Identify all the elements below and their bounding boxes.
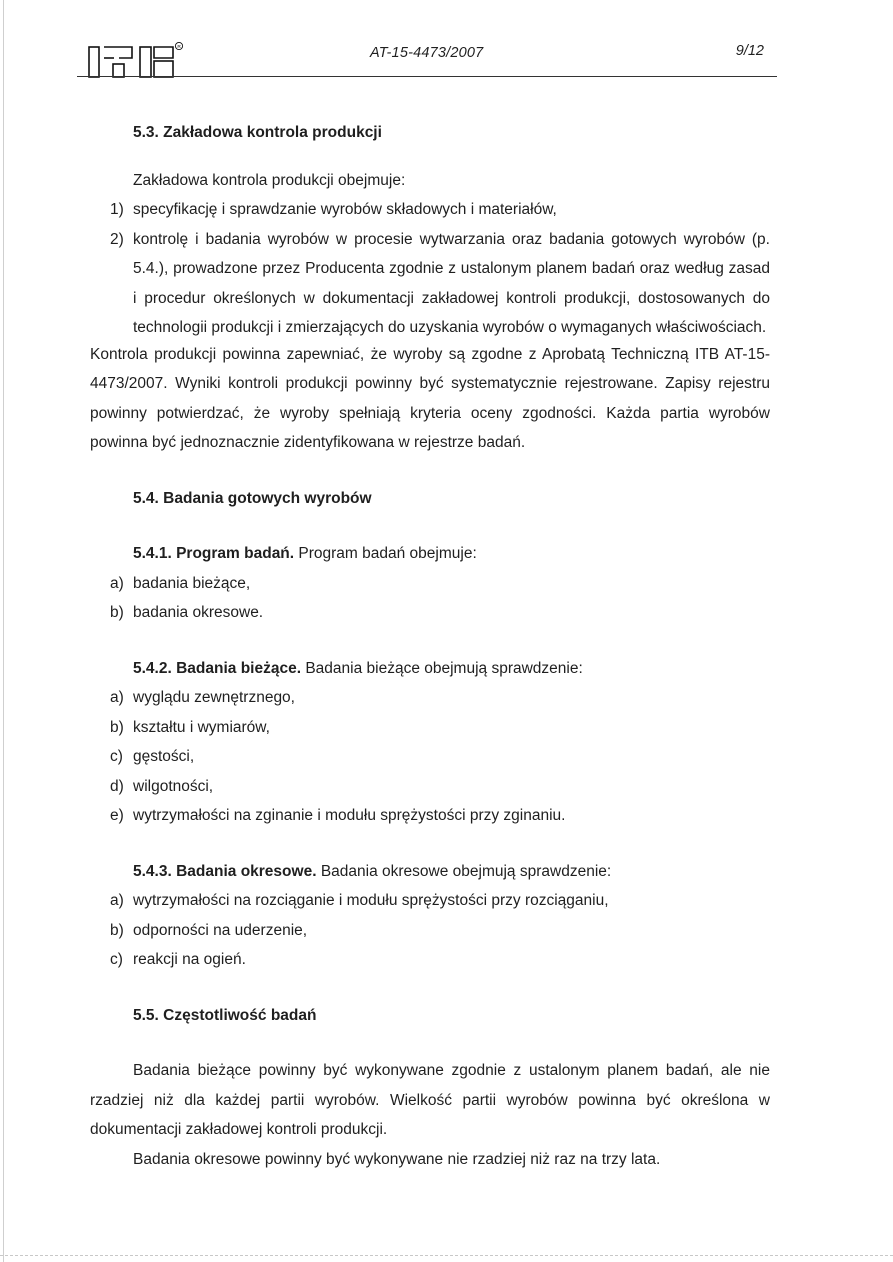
list-item [90,916,770,946]
list-item [90,683,770,713]
list-item-label: 1) [110,201,124,218]
list-item-label: b) [110,604,124,621]
list-item-text: specyfikację i sprawdzanie wyrobów składowych i materiałów, [133,201,557,218]
page-header [88,36,778,78]
list-item [90,886,770,916]
subsection-5-4-3 [90,857,770,887]
subsection-5-4-2 [90,654,770,684]
list-item-label: e) [110,807,124,824]
list-item-text: kontrolę i badania wyrobów w procesie wytwarzania oraz badania gotowych wyrobów (p. 5.4.), prowadzone przez Producenta zgodnie z ustalonym planem badań oraz według zasad i procedur określonych w dokumentacji zakładowej kontroli produkcji, dostosowanych do technologii produkcji i zmierzających do uzyskania wyrobów o wymaganych właściwościach. [133,230,770,336]
list-item-label: a) [110,689,124,706]
list-item [90,742,770,772]
list-item [90,772,770,802]
list-item-text: kształtu i wymiarów, [133,718,270,736]
list-item-label: 2) [110,230,124,248]
document-body [90,118,770,1174]
subsection-text: Badania bieżące obejmują sprawdzenie: [301,659,583,677]
list-item [90,713,770,743]
subsection-text: Program badań obejmuje: [294,545,477,562]
list-item-text: wilgotności, [133,777,214,795]
itb-logo-icon [88,40,188,78]
list-item-label: b) [110,718,124,736]
section-5-3-closing: Kontrola produkcji powinna zapewniać, że wyroby są zgodne z Aprobatą Techniczną ITB AT-15-4473/2007. Wyniki kontroli produkcji powinny być systematycznie rejestrowane. Zapisy rejestru powinny potwierdzać, że wyroby spełniają kryteria oceny zgodności. Każda partia wyrobów powinna być jednoznacznie zidentyfikowana w rejestrze badań. [90,345,770,451]
list-item-text: gęstości, [133,748,195,765]
list-item-label: b) [110,921,124,939]
list-item-text: reakcji na ogień. [133,951,246,968]
list-item-label: a) [110,892,124,909]
scan-bottom-edge [0,1255,893,1256]
section-5-3-heading: 5.3. Zakładowa kontrola produkcji [133,124,382,141]
list-item-text: wytrzymałości na rozciąganie i modułu sprężystości przy rozciąganiu, [133,892,609,909]
subsection-title: 5.4.3. Badania okresowe. [133,862,317,880]
list-item-label: c) [110,951,123,968]
list-item [90,225,770,343]
list-item-label: d) [110,777,124,795]
subsection-5-4-1 [90,539,770,569]
list-item-text: odporności na uderzenie, [133,921,308,939]
subsection-text: Badania okresowe obejmują sprawdzenie: [316,862,612,880]
list-item [90,945,770,975]
scan-edge [3,0,4,1262]
list-item-label: a) [110,574,124,592]
svg-text:R: R [177,45,181,50]
section-5-4-heading: 5.4. Badania gotowych wyrobów [133,489,372,507]
list-item-text: badania okresowe. [133,604,264,621]
section-5-5-paragraph-1: Badania bieżące powinny być wykonywane zgodnie z ustalonym planem badań, ale nie rzadziej niż dla każdej partii wyrobów. Wielkość partii wyrobów powinna być określona w dokumentacji zakładowej kontroli produkcji. [90,1062,770,1138]
list-item-label: c) [110,748,123,765]
list-item [90,569,770,599]
section-5-5-heading: 5.5. Częstotliwość badań [133,1006,317,1024]
list-item-text: badania bieżące, [133,574,251,592]
list-item-text: wyglądu zewnętrznego, [133,689,295,706]
list-item [90,801,770,831]
list-item-text: wytrzymałości na zginanie i modułu sprężystości przy zginaniu. [133,807,566,824]
subsection-title: 5.4.1. Program badań. [133,545,295,562]
list-item [90,195,770,225]
header-rule [77,76,777,77]
document-id: AT-15-4473/2007 [370,45,484,61]
page-number: 9/12 [735,43,764,59]
section-5-3-intro: Zakładowa kontrola produkcji obejmuje: [133,171,406,189]
subsection-title: 5.4.2. Badania bieżące. [133,659,302,677]
section-5-5-paragraph-2: Badania okresowe powinny być wykonywane nie rzadziej niż raz na trzy lata. [133,1150,661,1168]
list-item [90,598,770,628]
